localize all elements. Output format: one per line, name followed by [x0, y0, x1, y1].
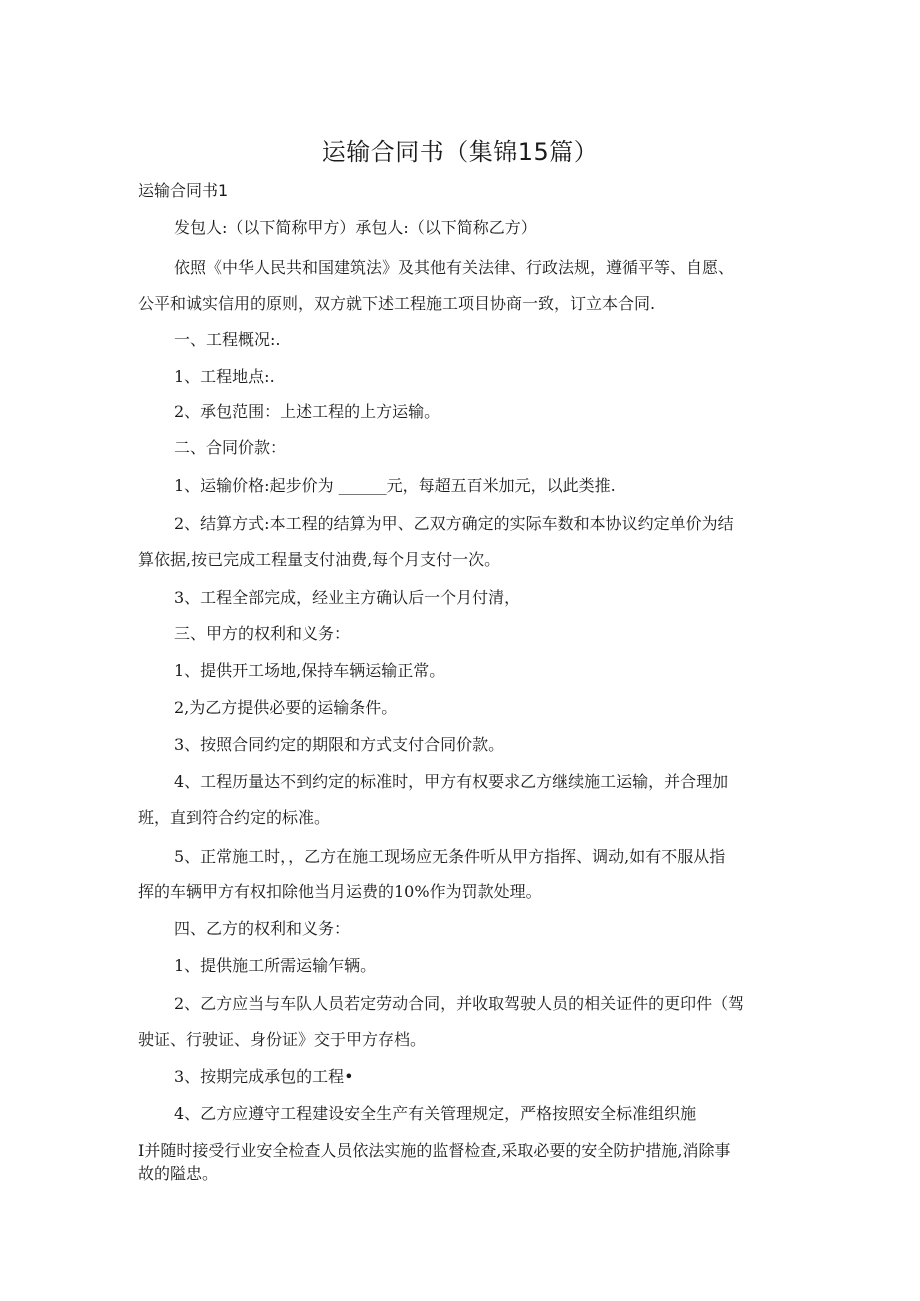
paragraph-line: 1、提供施工所需运输乍辆。 — [174, 956, 377, 975]
paragraph-line: 2、承包范围：上述工程的上方运输。 — [174, 402, 441, 421]
paragraph-line: 公平和诚实信用的原则，双方就下述工程施工项目协商一致，订立本合同. — [138, 294, 656, 313]
paragraph-line: 班，直到符合约定的标准。 — [138, 808, 331, 827]
paragraph-line: 2、乙方应当与车队人员若定劳动合同，并收取驾驶人员的相关证件的更印件（驾 — [174, 994, 745, 1013]
paragraph-line: 驶证、行驶证、身份证》交于甲方存档。 — [138, 1030, 427, 1049]
paragraph-line: 3、按期完成承包的工程• — [174, 1067, 354, 1086]
paragraph-line: 二、合同价款： — [174, 438, 287, 457]
paragraph-line: 1、提供开工场地,保持车辆运输正常。 — [174, 661, 446, 680]
paragraph-line: 一、工程概况:. — [174, 330, 281, 349]
paragraph-line: 3、工程全部完成，经业主方确认后一个月付清， — [174, 588, 521, 607]
paragraph-line: 发包人:（以下简称甲方）承包人:（以下简称乙方） — [174, 218, 537, 237]
paragraph-line: 5、正常施工时，，乙方在施工现场应无条件听从甲方指挥、调动,如有不服从指 — [174, 847, 726, 866]
paragraph-line: 挥的车辆甲方有权扣除他当月运费的10%作为罚款处理。 — [138, 882, 542, 901]
paragraph-line: 依照《中华人民共和国建筑法》及其他有关法律、行政法规，遵循平等、自愿、 — [174, 258, 735, 277]
paragraph-line: I并随时接受行业安全检查人员依法实施的监督检查,采取必要的安全防护措施,消除事 — [138, 1141, 731, 1160]
paragraph-line: 2、结算方式:本工程的结算为甲、乙双方确定的实际车数和本协议约定单价为结 — [174, 514, 734, 533]
paragraph-line: 三、甲方的权利和义务： — [174, 624, 351, 643]
paragraph-line: 1、运输价格:起步价为 ______元，每超五百米加元，以此类推. — [174, 476, 616, 495]
paragraph-line: 3、按照合同约定的期限和方式支付合同价款。 — [174, 735, 505, 754]
paragraph-line: 4、工程历量达不到约定的标准时，甲方有权要求乙方继续施工运输，并合理加 — [174, 772, 729, 791]
paragraph-line: 四、乙方的权利和义务： — [174, 919, 351, 938]
paragraph-line: 1、工程地点:. — [174, 367, 275, 386]
paragraph-line: 4、乙方应遵守工程建设安全生产有关管理规定，严格按照安全标准组织施 — [174, 1104, 697, 1123]
document-title: 运输合同书（集锦15篇） — [321, 138, 599, 166]
paragraph-line: 2,为乙方提供必要的运输条件。 — [174, 698, 398, 717]
section-subtitle: 运输合同书1 — [138, 181, 229, 200]
paragraph-line: 算依据,按已完成工程量支付油费,每个月支付一次。 — [138, 550, 501, 569]
paragraph-line: 故的隘忠。 — [138, 1164, 219, 1183]
